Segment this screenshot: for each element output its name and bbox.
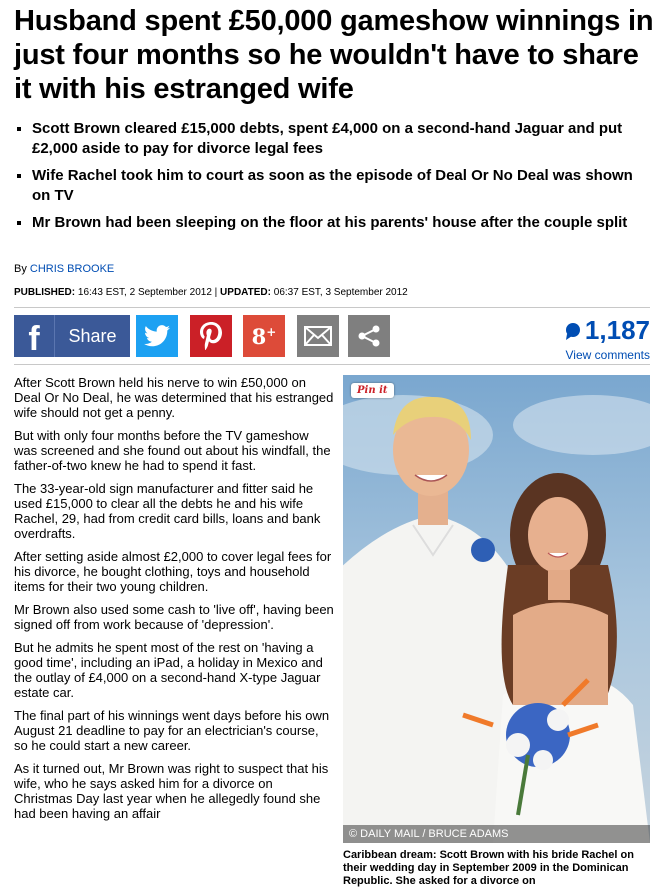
pinterest-share-button[interactable]: [190, 315, 232, 357]
bullet-item: Mr Brown had been sleeping on the floor at his parents' house after the couple split: [14, 213, 654, 233]
share-icon: [357, 324, 381, 348]
article-paragraph: After Scott Brown held his nerve to win £50,000 on Deal Or No Deal, he was determined that his estranged wife should not get a penny.: [14, 375, 334, 420]
photo-illustration: [343, 375, 650, 843]
updated-date: 06:37 EST, 3 September 2012: [270, 287, 408, 298]
headline: Husband spent £50,000 gameshow winnings in just four months so he wouldn't have to share it with his estranged wife: [14, 5, 654, 105]
article-paragraph: As it turned out, Mr Brown was right to suspect that his wife, who he says asked him for a divorce on Christmas Day last year when he allegedly found she had been having an affair: [14, 761, 329, 821]
summary-bullets: [14, 119, 654, 240]
pin-it-button[interactable]: Pin it: [351, 383, 394, 398]
facebook-share-label: Share: [68, 325, 117, 346]
article-paragraph: But with only four months before the TV gameshow was screened and she found out about his windfall, the father-of-two knew he had to spend it fast.: [14, 428, 331, 473]
article-paragraph: Mr Brown also used some cash to 'live off', having been signed off from work because of 'depression'.: [14, 602, 334, 632]
bullet-item: Wife Rachel took him to court as soon as the episode of Deal Or No Deal was shown on TV: [14, 166, 654, 206]
author-link[interactable]: CHRIS BROOKE: [29, 263, 115, 275]
twitter-icon: [144, 325, 170, 347]
more-share-button[interactable]: [348, 315, 390, 357]
photo-credit: © DAILY MAIL / BRUCE ADAMS: [343, 825, 650, 843]
google-plus-icon: 8+: [251, 323, 277, 349]
view-comments-link[interactable]: View comments: [565, 348, 650, 362]
article-paragraph: The 33-year-old sign manufacturer and fitter said he used £15,000 to clear all the debts he and his wife Rachel, 29, had from credit card bills, loans and bank overdrafts.: [14, 481, 321, 541]
article-body: [14, 375, 334, 829]
comment-count[interactable]: [564, 315, 650, 346]
published-date: 16:43 EST, 2 September 2012 |: [75, 287, 221, 298]
email-share-button[interactable]: [297, 315, 339, 357]
updated-label: UPDATED:: [220, 287, 271, 298]
facebook-share-button[interactable]: [14, 315, 130, 357]
publish-dates: [14, 287, 408, 298]
photo-caption: Caribbean dream: Scott Brown with his bride Rachel on their wedding day in September 2009 in the Dominican Republic. She asked for a divorce on: [343, 849, 634, 887]
article-paragraph: The final part of his winnings went days before his own August 21 deadline to pay for an electrician's course, so he could start a new career.: [14, 708, 330, 753]
facebook-icon: f: [14, 315, 55, 357]
article-paragraph: But he admits he spent most of the rest on 'having a good time', including an iPad, a holiday in Mexico and the outlay of £4,000 on a second-hand X-type Jaguar estate car.: [14, 640, 323, 700]
comment-count-value: 1,187: [584, 315, 650, 345]
wedding-photo: [343, 375, 650, 843]
twitter-share-button[interactable]: [136, 315, 178, 357]
article-figure: [343, 375, 650, 888]
comment-bubble-icon: [564, 322, 582, 340]
pinterest-icon: [200, 322, 222, 350]
bullet-item: Scott Brown cleared £15,000 debts, spent £4,000 on a second-hand Jaguar and put £2,000 aside to pay for divorce legal fees: [14, 119, 654, 159]
google-plus-share-button[interactable]: [243, 315, 285, 357]
divider: [14, 364, 650, 365]
published-label: PUBLISHED:: [14, 287, 76, 298]
comments-widget[interactable]: [564, 315, 650, 362]
divider: [14, 307, 650, 308]
email-icon: [304, 326, 332, 346]
article-paragraph: After setting aside almost £2,000 to cover legal fees for his divorce, he bought clothing, toys and household items for their two young children.: [14, 549, 332, 594]
byline: [14, 263, 114, 275]
byline-prefix: By: [14, 263, 30, 275]
